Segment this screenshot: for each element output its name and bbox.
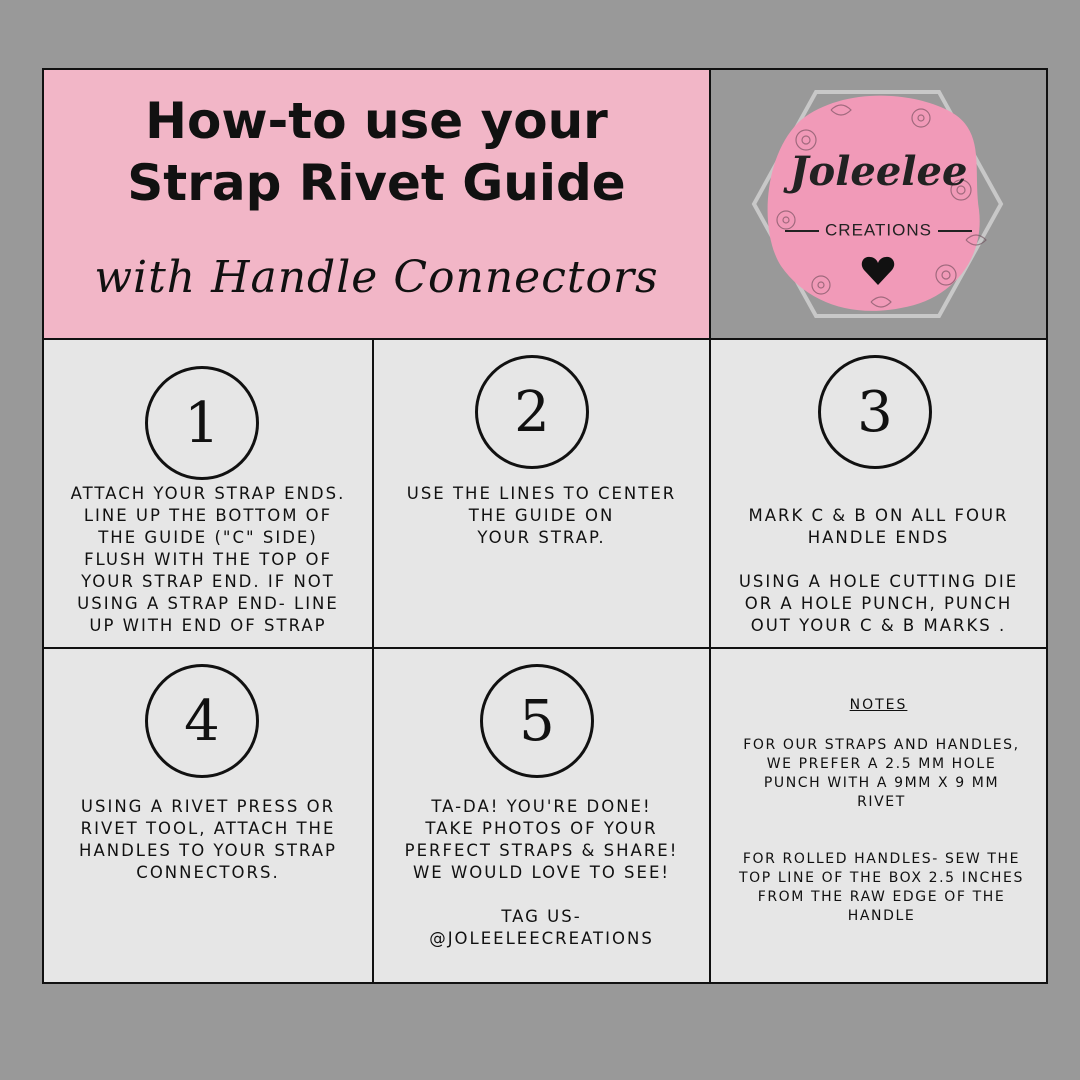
note-hole-punch: FOR OUR STRAPS AND HANDLES, WE PREFER A 2.5 MM HOLE PUNCH WITH A 9MM X 9 MM RIVET bbox=[743, 737, 1020, 810]
subtitle: with Handle Connectors bbox=[94, 252, 659, 303]
instruction-card bbox=[42, 68, 1048, 984]
step-number-badge: 5 bbox=[480, 664, 594, 778]
step-text: ATTACH YOUR STRAP ENDS. LINE UP THE BOTTOM OF THE GUIDE ("C" SIDE) FLUSH WITH THE TOP OF YOUR STRAP END. IF NOT USING A STRAP END- LINE UP WITH END OF STRAP bbox=[70, 484, 346, 635]
notes-title: NOTES bbox=[849, 697, 908, 713]
heart-icon bbox=[861, 256, 895, 286]
step-card-2 bbox=[374, 340, 711, 649]
logo-tagline-text: CREATIONS bbox=[825, 220, 932, 240]
step-text: MARK C & B ON ALL FOUR HANDLE ENDS USING A HOLE CUTTING DIE OR A HOLE PUNCH, PUNCH OUT YOUR C & B MARKS . bbox=[738, 506, 1019, 635]
notes-card bbox=[711, 649, 1046, 982]
logo-name: Joleelee bbox=[789, 148, 968, 195]
title-line-1: How-to use your bbox=[145, 92, 608, 150]
step-text: USE THE LINES TO CENTER THE GUIDE ON YOUR STRAP. bbox=[406, 484, 677, 547]
page-title bbox=[44, 90, 709, 214]
step-card-3 bbox=[711, 340, 1046, 649]
step-text: USING A RIVET PRESS OR RIVET TOOL, ATTACH THE HANDLES TO YOUR STRAP CONNECTORS. bbox=[79, 797, 337, 882]
brand-logo bbox=[711, 70, 1044, 338]
step-card-5 bbox=[374, 649, 711, 982]
logo-panel bbox=[711, 70, 1046, 340]
note-rolled-handles: FOR ROLLED HANDLES- SEW THE TOP LINE OF THE BOX 2.5 INCHES FROM THE RAW EDGE OF THE HANDLE bbox=[739, 851, 1024, 924]
step-card-4 bbox=[44, 649, 374, 982]
step-text: TA-DA! YOU'RE DONE! TAKE PHOTOS OF YOUR PERFECT STRAPS & SHARE! WE WOULD LOVE TO SEE! TAG US- @JOLEELEECREATIONS bbox=[404, 797, 679, 948]
step-number-badge: 4 bbox=[145, 664, 259, 778]
step-number-badge: 2 bbox=[475, 355, 589, 469]
title-line-2: Strap Rivet Guide bbox=[127, 154, 626, 212]
step-number-badge: 1 bbox=[145, 366, 259, 480]
header-banner bbox=[44, 70, 711, 340]
step-card-1 bbox=[44, 340, 374, 649]
logo-tagline bbox=[711, 220, 1046, 241]
step-number-badge: 3 bbox=[818, 355, 932, 469]
